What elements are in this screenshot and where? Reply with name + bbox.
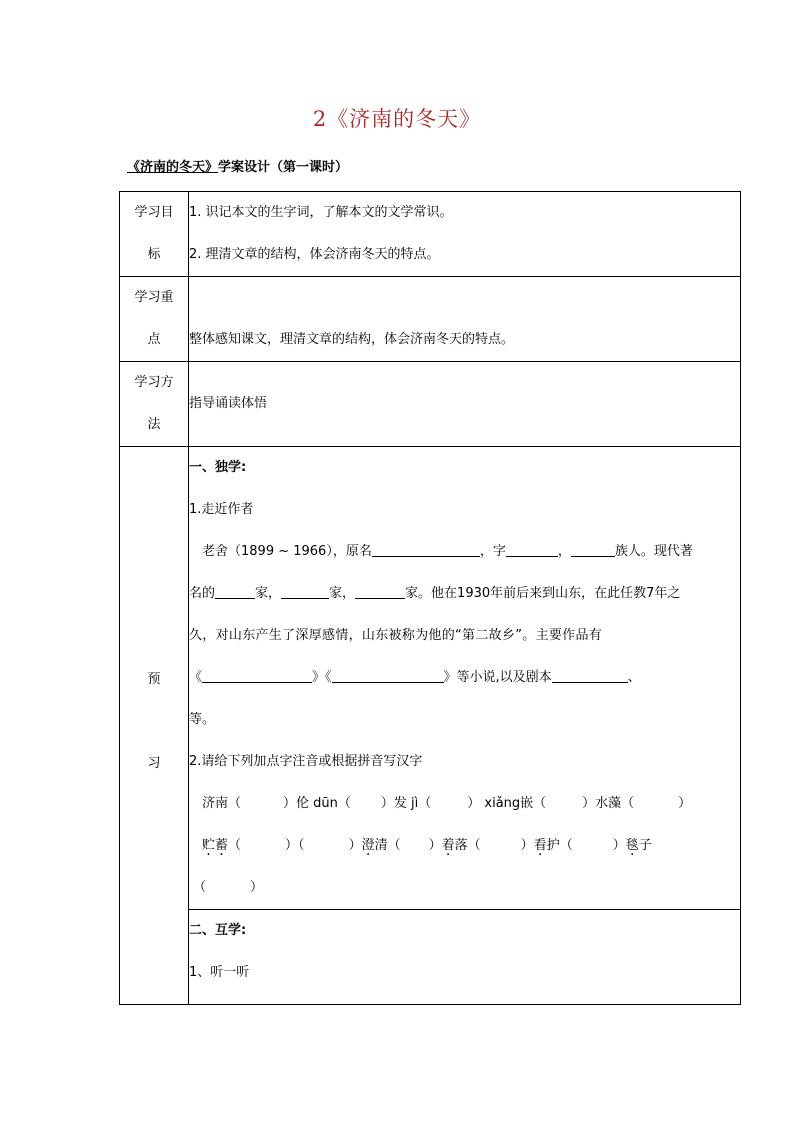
goal-line-1: 1. 识记本文的生字词，了解本文的文学常识。	[189, 205, 453, 220]
blank-work-2[interactable]	[332, 668, 444, 683]
section-mutual: 二、互学:	[189, 923, 247, 938]
label-method-1: 学习方	[134, 375, 174, 390]
blank-play-1[interactable]	[552, 668, 628, 683]
label-goals-2: 标	[147, 247, 161, 262]
pinyin-line-2: 贮 ·蓄 ·（ ）（ ）澄 ·清（ ）着 ·落（ ）看 ·护（ ）毯 ·子	[189, 825, 740, 867]
lesson-table	[119, 191, 741, 1005]
row-preview	[120, 447, 741, 910]
label-preview-1: 预	[147, 672, 161, 687]
blank-original-name[interactable]	[372, 542, 480, 557]
author-line-2: 名的 家， 家， 家。他在1930年前后来到山东，在此任教7年之	[189, 586, 681, 601]
blank-work-1[interactable]	[202, 668, 312, 683]
content-method	[189, 362, 741, 447]
label-preview	[120, 447, 189, 1005]
subtitle-underlined: 《济南的冬天》	[127, 160, 219, 175]
blank-title-3[interactable]	[355, 584, 405, 599]
label-key	[120, 277, 189, 362]
pinyin-line-3: （ ）	[193, 880, 264, 895]
row-mutual	[120, 910, 741, 1005]
label-key-1: 学习重	[134, 290, 174, 305]
content-goals	[189, 192, 741, 277]
label-goals-1: 学习目	[134, 205, 174, 220]
label-goals	[120, 192, 189, 277]
row-goals	[120, 192, 741, 277]
label-key-2: 点	[147, 332, 161, 347]
blank-ethnicity[interactable]	[571, 542, 615, 557]
item-author: 1.走近作者	[189, 502, 254, 517]
label-preview-2: 习	[147, 756, 161, 771]
author-line-5: 等。	[189, 712, 216, 727]
key-text: 整体感知课文，理清文章的结构，体会济南冬天的特点。	[189, 332, 515, 347]
author-line-3: 久，对山东产生了深厚感情，山东被称为他的“第二故乡”。主要作品有	[189, 628, 603, 643]
content-preview	[189, 447, 741, 910]
item-listen: 1、听一听	[189, 965, 250, 980]
item-pinyin: 2.请给下列加点字注音或根据拼音写汉字	[189, 754, 423, 769]
subtitle-rest: 学案设计（第一课时）	[218, 160, 349, 175]
row-method	[120, 362, 741, 447]
label-method	[120, 362, 189, 447]
method-text: 指导诵读体悟	[189, 396, 268, 411]
author-line-1: 老舍（1899 ~ 1966），原名 ，字 ， 族人。现代著	[202, 544, 693, 559]
row-key	[120, 277, 741, 362]
goal-line-2: 2. 理清文章的结构，体会济南冬天的特点。	[189, 247, 440, 262]
author-line-4: 《 》《 》等小说,以及剧本 、	[189, 670, 641, 685]
page-title: 2《济南的冬天》	[312, 107, 482, 131]
label-method-2: 法	[147, 417, 161, 432]
subtitle	[127, 156, 348, 175]
section-solo: 一、独学:	[189, 460, 247, 475]
blank-courtesy-name[interactable]	[506, 542, 558, 557]
content-key	[189, 277, 741, 362]
content-mutual	[189, 910, 741, 1005]
pinyin-line-1: 济南（ ）伦 dūn（ ）发 jì（ ） xiǎng嵌（ ）水藻（ ）	[202, 796, 692, 811]
blank-title-2[interactable]	[281, 584, 329, 599]
blank-title-1[interactable]	[215, 584, 255, 599]
